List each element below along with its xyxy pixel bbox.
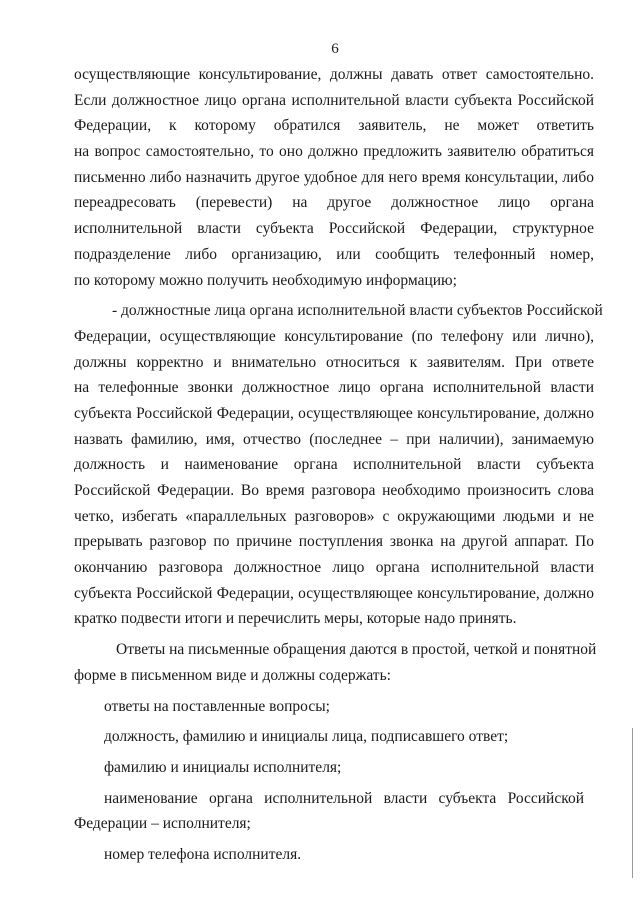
text-line: субъекта Российской Федерации, осуществляющее консультирование, должно bbox=[74, 404, 594, 422]
list-item: номер телефона исполнителя. bbox=[104, 845, 302, 863]
scan-edge-line bbox=[632, 728, 633, 878]
text-line: четко, избегать «параллельных разговоров» с окружающими людьми и не bbox=[74, 507, 594, 525]
text-line: исполнительной власти субъекта Российской Федерации, структурное bbox=[74, 220, 594, 238]
paragraph-1 bbox=[74, 62, 594, 293]
text-line: на телефонные звонки должностное лицо органа исполнительной власти bbox=[74, 379, 594, 397]
text-line: осуществляющие консультирование, должны давать ответ самостоятельно. bbox=[74, 66, 594, 83]
text-line: по которому можно получить необходимую информацию; bbox=[74, 271, 457, 289]
text-line: должны корректно и внимательно относиться к заявителям. При ответе bbox=[74, 353, 594, 371]
text-line: Федерации, осуществляющие консультирование (по телефону или лично), bbox=[74, 327, 594, 345]
text-line: прерывать разговор по причине поступления звонка на другой аппарат. По bbox=[74, 533, 594, 551]
list-item-continuation: Федерации – исполнителя; bbox=[74, 815, 251, 833]
list-item: должность, фамилию и инициалы лица, подписавшего ответ; bbox=[104, 728, 509, 746]
document-body bbox=[74, 62, 603, 868]
list-item: наименование органа исполнительной власти субъекта Российской bbox=[104, 789, 584, 807]
text-line: окончанию разговора должностное лицо органа исполнительной власти bbox=[74, 559, 594, 577]
text-line: переадресовать (перевести) на другое должностное лицо органа bbox=[74, 194, 594, 212]
text-line: Ответы на письменные обращения даются в простой, четкой и понятной bbox=[116, 641, 597, 659]
list-item: фамилию и инициалы исполнителя; bbox=[104, 758, 342, 776]
paragraph-3 bbox=[74, 637, 597, 688]
list-item: ответы на поставленные вопросы; bbox=[104, 697, 330, 715]
text-line: на вопрос самостоятельно, то оно должно предложить заявителю обратиться bbox=[74, 143, 594, 161]
text-line: - должностные лица органа исполнительной власти субъектов Российской bbox=[112, 302, 603, 320]
requirements-list bbox=[74, 694, 594, 868]
text-line: должность и наименование органа исполнительной власти субъекта bbox=[74, 456, 594, 474]
text-line: субъекта Российской Федерации, осуществляющее консультирование, должно bbox=[74, 584, 594, 602]
text-line: Федерации, к которому обратился заявитель, не может ответить bbox=[74, 117, 594, 135]
text-line: подразделение либо организацию, или сообщить телефонный номер, bbox=[74, 245, 594, 263]
text-line: Если должностное лицо органа исполнительной власти субъекта Российской bbox=[74, 91, 594, 109]
text-line: кратко подвести итоги и перечислить меры, которые надо принять. bbox=[74, 610, 517, 628]
text-line: письменно либо назначить другое удобное для него время консультации, либо bbox=[74, 168, 594, 186]
text-line: Российской Федерации. Во время разговора необходимо произносить слова bbox=[74, 482, 594, 499]
text-line: назвать фамилию, имя, отчество (последнее – при наличии), занимаемую bbox=[74, 430, 594, 448]
page-number: 6 bbox=[331, 41, 339, 57]
paragraph-2 bbox=[74, 298, 603, 632]
text-line: форме в письменном виде и должны содержать: bbox=[74, 666, 391, 684]
